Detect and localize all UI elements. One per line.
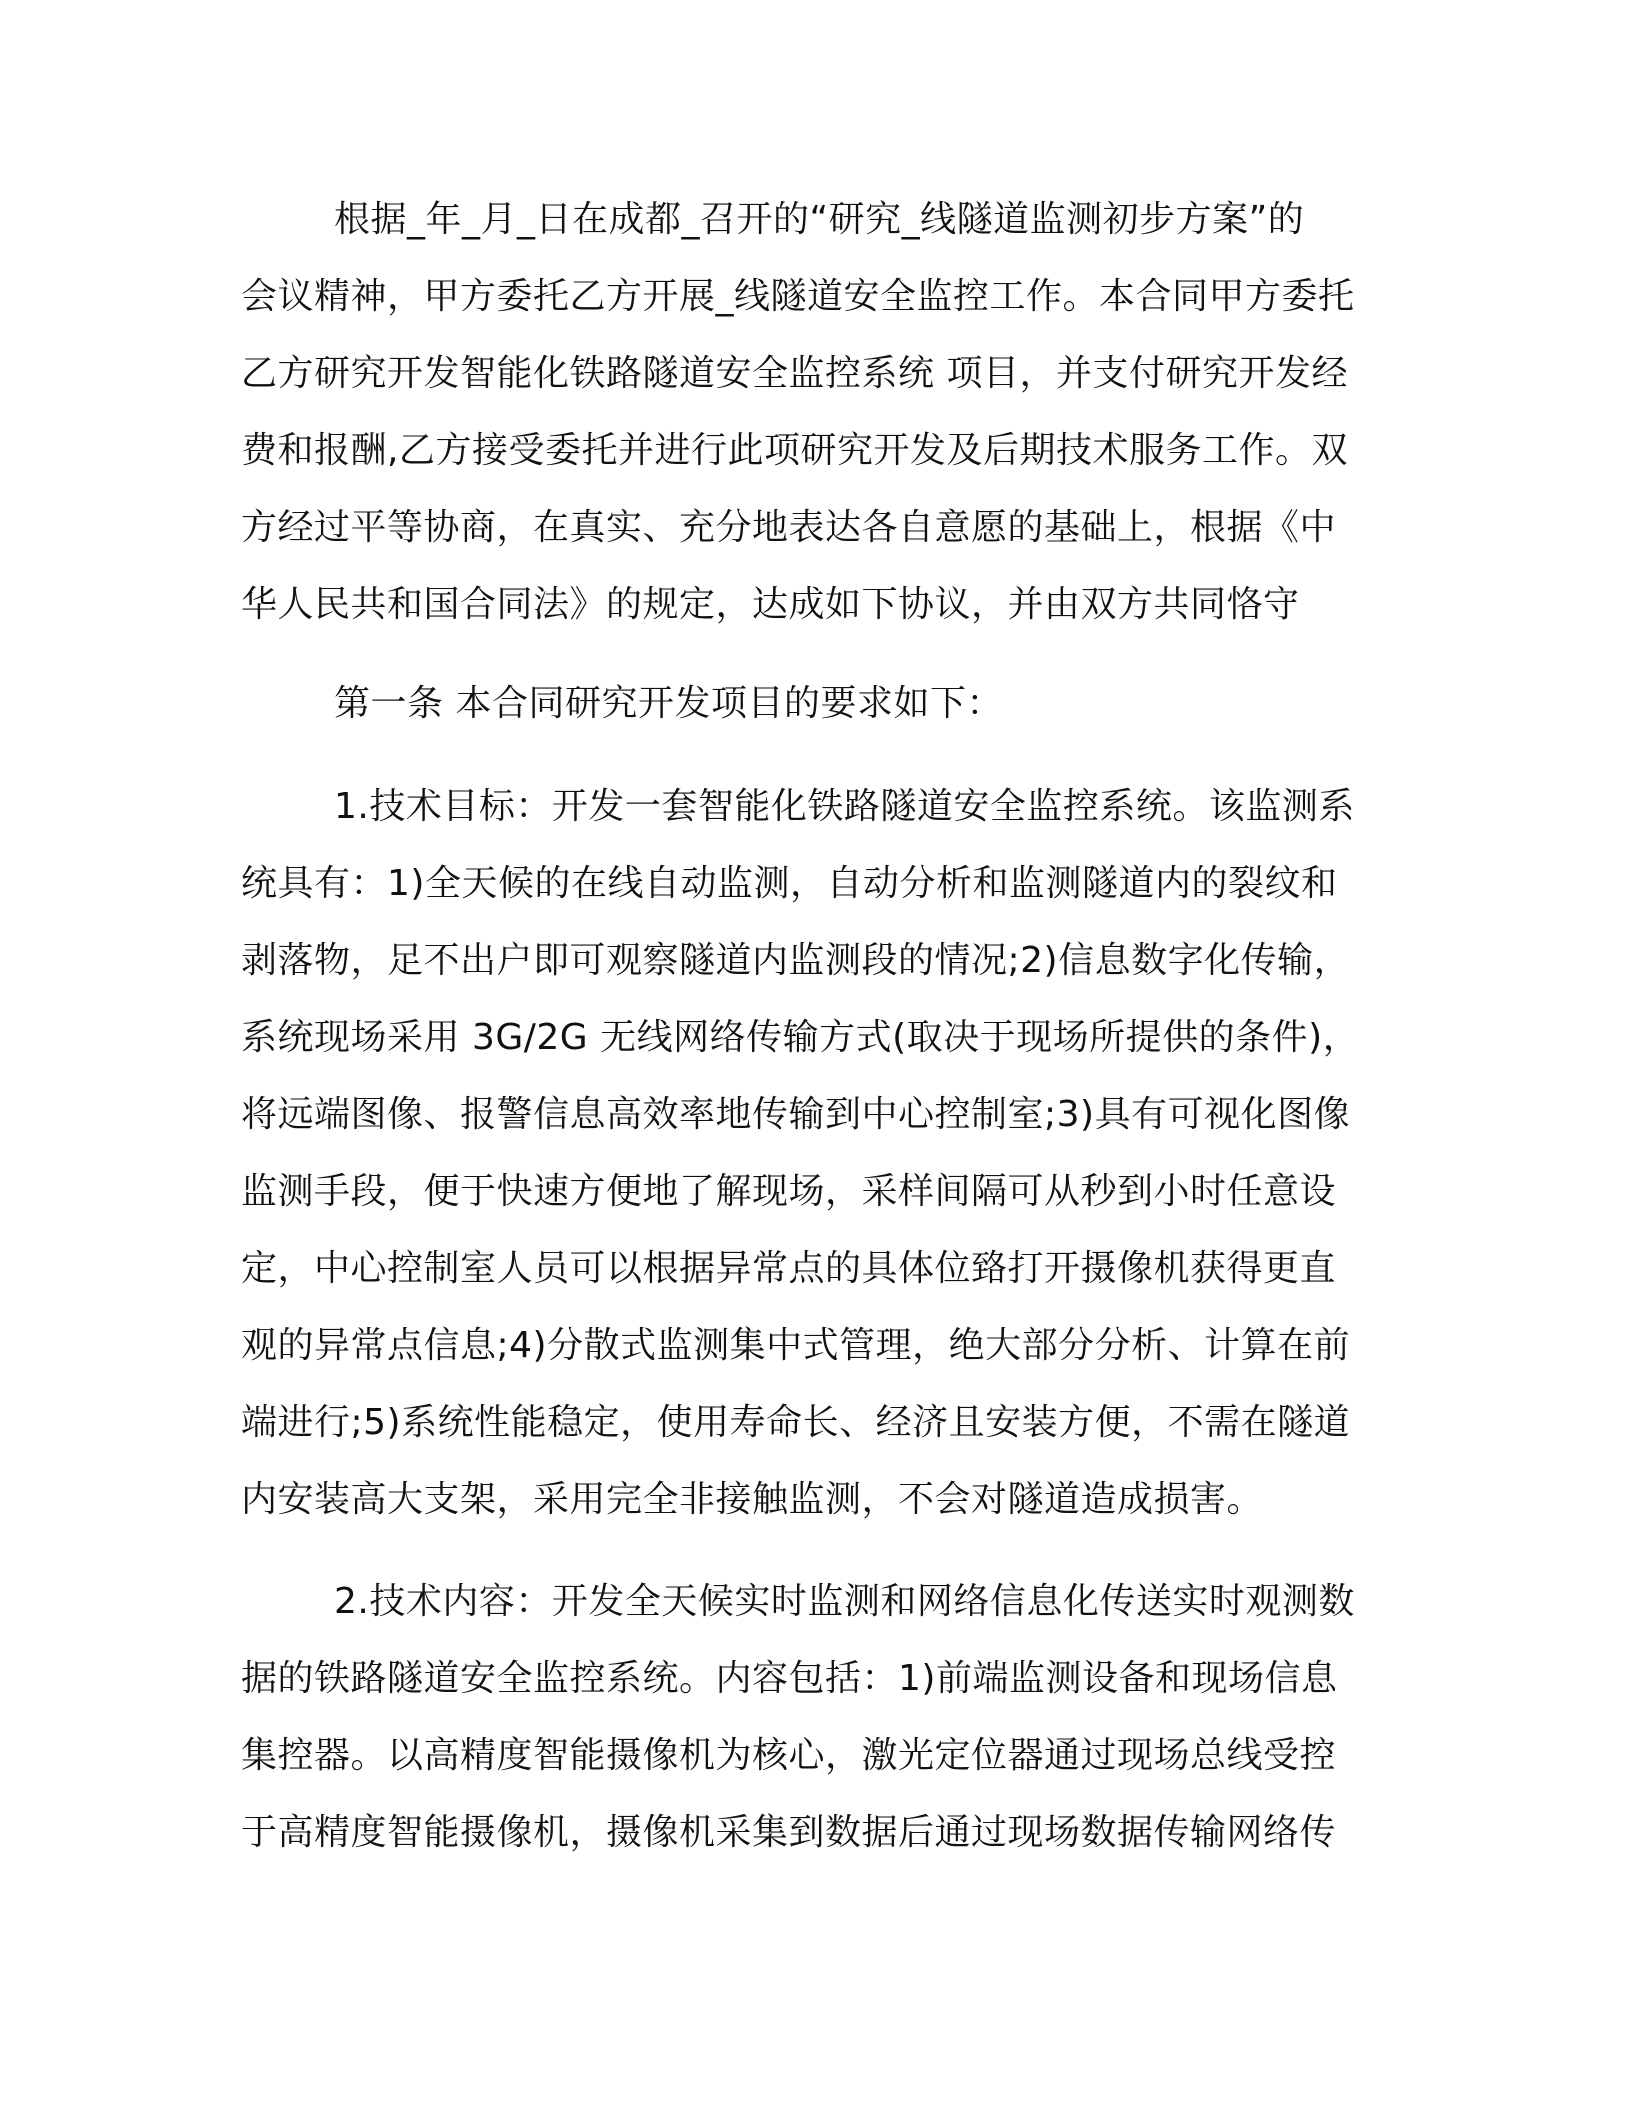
item2-line-3: 集控器。以高精度智能摄像机为核心，激光定位器通过现场总线受控 [241,1735,1337,1776]
item2-line-1: 2.技术内容：开发全天候实时监测和网络信息化传送实时观测数 [334,1581,1355,1622]
item2-line-2: 据的铁路隧道安全监控系统。内容包括：1)前端监测设备和现场信息 [241,1658,1338,1699]
item1-line-2: 统具有：1)全天候的在线自动监测，自动分析和监测隧道内的裂纹和 [241,863,1338,904]
article1-heading: 第一条 本合同研究开发项目的要求如下： [334,683,1003,724]
intro-line-2: 会议精神，甲方委托乙方开展_线隧道安全监控工作。本合同甲方委托 [241,276,1355,317]
item1-line-5: 将远端图像、报警信息高效率地传输到中心控制室;3)具有可视化图像 [241,1094,1351,1135]
item1-line-9: 端进行;5)系统性能稳定，使用寿命长、经济且安装方便，不需在隧道 [241,1402,1351,1443]
item1-line-6: 监测手段，便于快速方便地了解现场，采样间隔可从秒到小时任意设 [241,1171,1337,1212]
intro-line-3: 乙方研究开发智能化铁路隧道安全监控系统 项目，并支付研究开发经 [241,353,1348,394]
item1-line-3: 剥落物，足不出户即可观察隧道内监测段的情况;2)信息数字化传输， [241,940,1351,981]
intro-line-5: 方经过平等协商，在真实、充分地表达各自意愿的基础上，根据《中 [241,507,1337,548]
item1-line-7: 定，中心控制室人员可以根据异常点的具体位臵打开摄像机获得更直 [241,1248,1337,1289]
item1-line-10: 内安装高大支架，采用完全非接触监测，不会对隧道造成损害。 [241,1479,1264,1520]
item1-line-1: 1.技术目标：开发一套智能化铁路隧道安全监控系统。该监测系 [334,786,1355,827]
intro-line-4: 费和报酬,乙方接受委托并进行此项研究开发及后期技术服务工作。双 [241,430,1348,471]
intro-line-1: 根据_年_月_日在成都_召开的“研究_线隧道监测初步方案”的 [334,199,1305,240]
intro-line-6: 华人民共和国合同法》的规定，达成如下协议，并由双方共同恪守 [241,584,1300,625]
item2-line-4: 于高精度智能摄像机，摄像机采集到数据后通过现场数据传输网络传 [241,1812,1337,1853]
item1-line-8: 观的异常点信息;4)分散式监测集中式管理，绝大部分分析、计算在前 [241,1325,1351,1366]
item1-line-4: 系统现场采用 3G/2G 无线网络传输方式(取决于现场所提供的条件)， [241,1017,1360,1058]
